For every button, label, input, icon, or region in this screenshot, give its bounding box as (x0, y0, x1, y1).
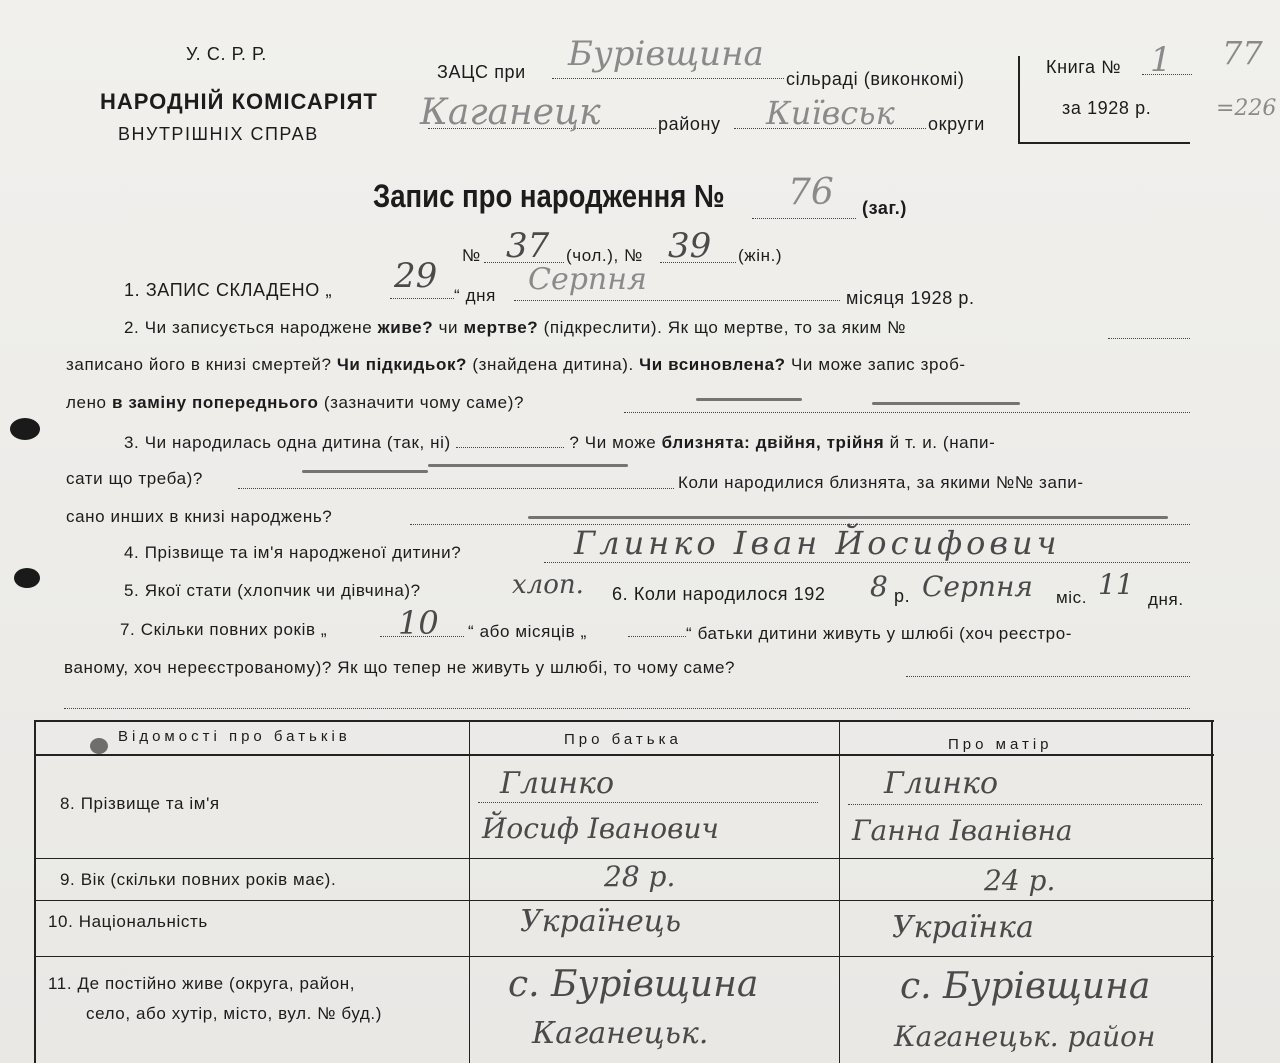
q6-year-hw: 8 (870, 570, 888, 603)
q1-day-hw: 29 (394, 256, 438, 296)
female-label: (жін.) (738, 246, 783, 265)
q6-month-hw: Серпня (922, 570, 1033, 603)
year-label: за 1928 р. (1062, 98, 1152, 118)
q7-line2: ваному, хоч нереєстрованому)? Як що тепер не живуть у шлюбі, то чому саме? (64, 658, 736, 677)
q4-label: 4. Прізвище та ім'я народженої дитини? (124, 543, 462, 562)
row11-father2: Каганецьк. (532, 1016, 709, 1051)
silradi-label: сільраді (виконкомі) (786, 69, 965, 89)
q3-dash-3 (528, 516, 1168, 519)
q6-label: 6. Коли народилося 192 (612, 584, 826, 604)
q7-a: 7. Скільки повних років „ (120, 620, 328, 639)
row10-label: 10. Національність (48, 912, 208, 931)
q4-line (544, 562, 1190, 563)
q3-line1 (124, 433, 995, 453)
okruha-hw: Київськ (766, 94, 895, 132)
q6-dnia: дня. (1148, 590, 1184, 609)
q2-replace-line (624, 412, 1190, 413)
q2-foundling: Чи підкидьок? (336, 355, 468, 374)
col-header-father: Про батька (564, 731, 682, 748)
q2-alive: живе? (377, 318, 434, 337)
q3-line3: сано инших в книзі народжень? (66, 507, 333, 526)
table-right (1211, 720, 1213, 1063)
row11-mother2: Каганецьк. район (894, 1020, 1156, 1053)
q2-b: (підкреслити). Як що мертве, то за яким № (543, 318, 907, 337)
q6-mis: міс. (1056, 588, 1088, 607)
record-number-hw: 76 (788, 172, 834, 213)
q7-years-hw: 10 (398, 604, 439, 642)
q7-months-line (628, 636, 686, 637)
row11-father: с. Бурівщина (508, 964, 759, 1005)
q5-hw: хлоп. (512, 570, 584, 600)
row8-mother2: Ганна Іванівна (852, 814, 1073, 847)
q7-line2-dots (906, 676, 1190, 677)
zags-line (552, 78, 784, 79)
book-box-left (1018, 56, 1020, 144)
margin-hw-1: 77 (1222, 34, 1263, 72)
q2-dash-2 (872, 402, 1020, 405)
row8-father: Глинко (500, 766, 615, 801)
q1-day-line (390, 298, 454, 299)
q2-line3 (66, 393, 524, 413)
q7-c: “ батьки дитини живуть у шлюбі (хоч реєстро- (686, 624, 1073, 643)
q3-dash-2 (428, 464, 628, 467)
col-header-mother: Про матір (948, 736, 1053, 753)
row10-mother: Українка (892, 910, 1034, 945)
org-abbrev: У. С. Р. Р. (186, 44, 267, 64)
row9-label: 9. Вік (скільки повних років має). (60, 870, 337, 889)
q4-hw: Глинко Іван Йосифович (574, 524, 1061, 562)
q3-line2-a: сати що треба)? (66, 469, 203, 488)
q7-years-line (380, 636, 464, 637)
punch-hole-1 (10, 418, 40, 440)
no-label: № (462, 246, 481, 265)
table-header-bottom (34, 754, 1214, 756)
org-sub: ВНУТРІШНІХ СПРАВ (118, 124, 319, 144)
q6-day-hw: 11 (1098, 568, 1134, 601)
male-label: (чол.), № (566, 246, 643, 265)
zags-label: ЗАЦС при (437, 62, 526, 82)
q2-or: чи (438, 318, 459, 337)
male-no-hw: 37 (506, 226, 550, 266)
q2-line2 (66, 355, 966, 375)
q3-line2-dots (238, 488, 674, 489)
q7-line3-dots (64, 708, 1190, 709)
q3-twins: близнята: двійня, трійня (661, 433, 885, 452)
q5-label: 5. Якої стати (хлопчик чи дівчина)? (124, 581, 421, 600)
q2-line3-b: (зазначити чому саме)? (323, 393, 525, 412)
row8-mother-line (848, 804, 1202, 805)
table-top (34, 720, 1214, 722)
q3-a: 3. Чи народилась одна дитина (так, ні) (124, 433, 451, 452)
table-row10-bottom (34, 956, 1214, 957)
row8-father2: Йосиф Іванович (482, 812, 719, 845)
q3-line2-b: Коли народилися близнята, за якими №№ запи- (678, 473, 1084, 492)
q2-no-line (1108, 338, 1190, 339)
row11-label2: село, або хутір, місто, вул. № буд.) (86, 1004, 383, 1023)
record-suffix: (заг.) (862, 198, 908, 218)
q2-adopted: Чи всиновлена? (639, 355, 786, 374)
female-no-hw: 39 (668, 226, 712, 266)
book-hw: 1 (1150, 40, 1172, 80)
parents-table (34, 720, 1214, 1063)
q2-replace: в заміну попереднього (111, 393, 319, 412)
row9-mother: 24 р. (984, 864, 1056, 897)
row11-label: 11. Де постійно живе (округа, район, (48, 974, 356, 993)
q2-line2-a: записано його в книзі смертей? (66, 355, 332, 374)
table-row9-bottom (34, 900, 1214, 901)
col-header-info: Відомості про батьків (118, 728, 351, 745)
table-col1 (469, 720, 470, 1063)
q3-c: й т. и. (напи- (889, 433, 996, 452)
q7-b: “ або місяців „ (468, 622, 587, 641)
q2-dead: мертве? (463, 318, 539, 337)
zags-hw: Бурівщина (568, 34, 764, 74)
q3-dash-1 (302, 470, 428, 473)
q2-a: 2. Чи записується народжене (124, 318, 373, 337)
row11-mother: с. Бурівщина (900, 966, 1151, 1007)
q2-line3-a: лено (66, 393, 107, 412)
raion-hw: Каганецк (420, 92, 601, 133)
q1-month-hw: Серпня (528, 262, 647, 297)
q1-month-line (514, 300, 840, 301)
record-title: Запис про народження № (373, 178, 725, 214)
table-row8-bottom (34, 858, 1214, 859)
row8-label: 8. Прізвище та ім'я (60, 794, 220, 813)
q1-label: 1. ЗАПИС СКЛАДЕНО „ (124, 280, 333, 300)
table-left (34, 720, 36, 1063)
book-box-bottom (1018, 142, 1190, 144)
q3-single-line (456, 447, 564, 448)
q2-dash-1 (696, 398, 802, 401)
row10-father: Українець (520, 904, 682, 939)
row8-father-line (478, 802, 818, 803)
row8-mother: Глинко (884, 766, 999, 801)
q2-line1 (124, 318, 906, 338)
q1-day-label: “ дня (454, 286, 496, 305)
q3-b: ? Чи може (569, 433, 657, 452)
okruha-label: округи (928, 114, 985, 134)
q2-line2-b: (знайдена дитина). (472, 355, 634, 374)
row9-father: 28 р. (604, 860, 676, 893)
margin-hw-2: =226 (1216, 96, 1277, 121)
punch-hole-2 (14, 568, 40, 588)
record-number-line (752, 218, 856, 219)
raion-label: району (658, 114, 721, 134)
table-col2 (839, 720, 840, 1063)
q6-r: р. (894, 586, 911, 606)
q1-month-label: місяця 1928 р. (846, 288, 975, 308)
q2-line2-c: Чи може запис зроб- (790, 355, 966, 374)
book-label: Книга № (1046, 57, 1122, 77)
org-name: НАРОДНІЙ КОМІСАРІЯТ (100, 89, 378, 114)
